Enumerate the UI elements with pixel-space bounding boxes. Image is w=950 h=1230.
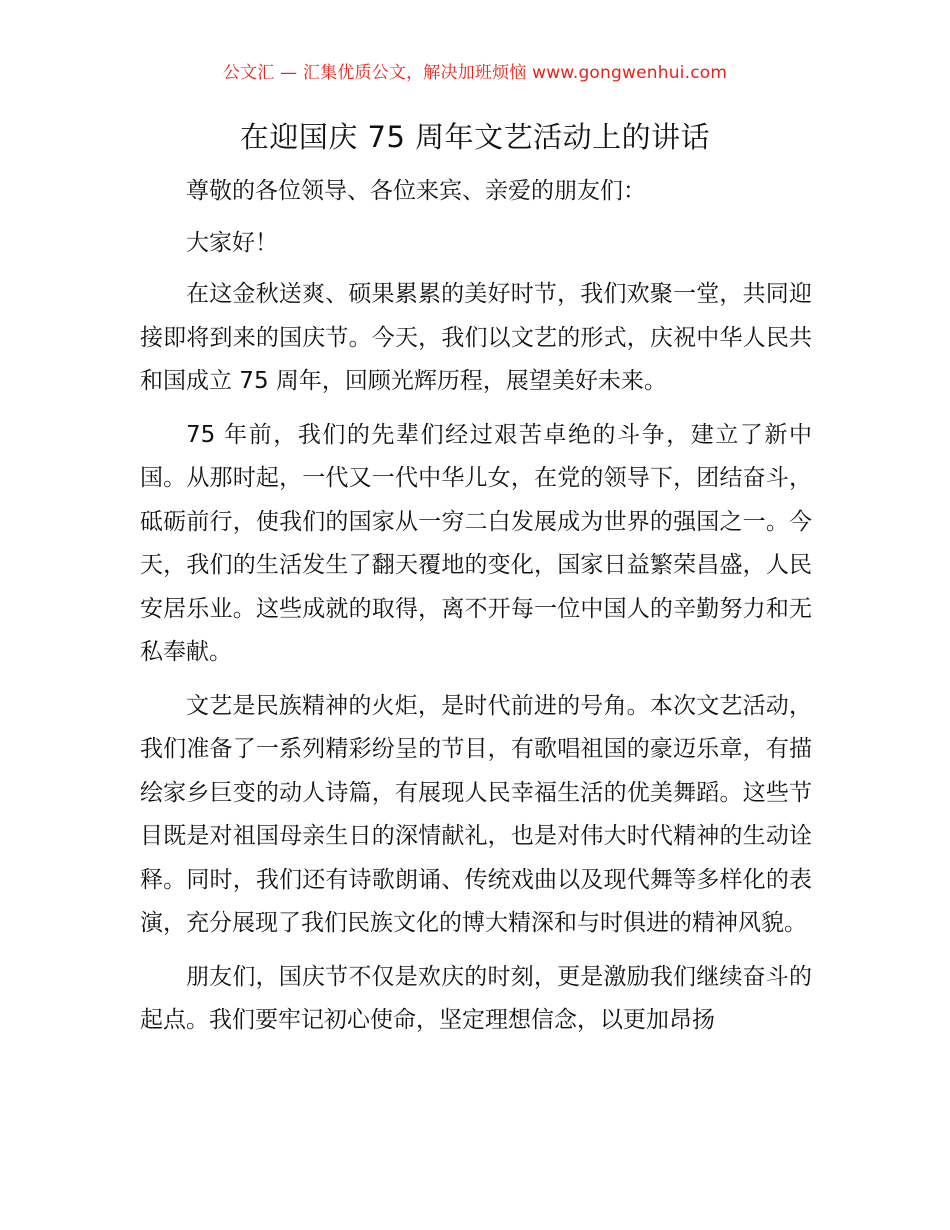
paragraph: 文艺是民族精神的火炬，是时代前进的号角。本次文艺活动，我们准备了一系列精彩纷呈的节目，有歌唱祖国的豪迈乐章，有描绘家乡巨变的动人诗篇，有展现人民幸福生活的优美舞蹈。这些节目既是对祖国母亲生日的深情献礼，也是对伟大时代精神的生动诠释。同时，我们还有诗歌朗诵、传统戏曲以及现代舞等多样化的表演，充分展现了我们民族文化的博大精深和与时俱进的精神风貌。 [140,692,812,936]
salutation: 尊敬的各位领导、各位来宾、亲爱的朋友们： [186,178,646,204]
site-header-banner: 公文汇 — 汇集优质公文，解决加班烦恼 www.gongwenhui.com [222,63,728,83]
greeting: 大家好！ [186,229,278,256]
paragraph: 75 年前，我们的先辈们经过艰苦卓绝的斗争，建立了新中国。从那时起，一代又一代中华儿女，在党的领导下，团结奋斗，砥砺前行，使我们的国家从一穷二白发展成为世界的强国之一。今天，我们的生活发生了翻天覆地的变化，国家日益繁荣昌盛，人民安居乐业。这些成就的取得，离不开每一位中国人的辛勤努力和无私奉献。 [140,421,812,665]
document-body [140,170,812,1053]
document-title: 在迎国庆 75 周年文艺活动上的讲话 [239,120,711,154]
paragraph: 朋友们，国庆节不仅是欢庆的时刻，更是激励我们继续奋斗的起点。我们要牢记初心使命，坚定理想信念，以更加昂扬 [140,963,812,1033]
paragraph: 在这金秋送爽、硕果累累的美好时节，我们欢聚一堂，共同迎接即将到来的国庆节。今天，我们以文艺的形式，庆祝中华人民共和国成立 75 周年，回顾光辉历程，展望美好未来。 [140,281,812,394]
